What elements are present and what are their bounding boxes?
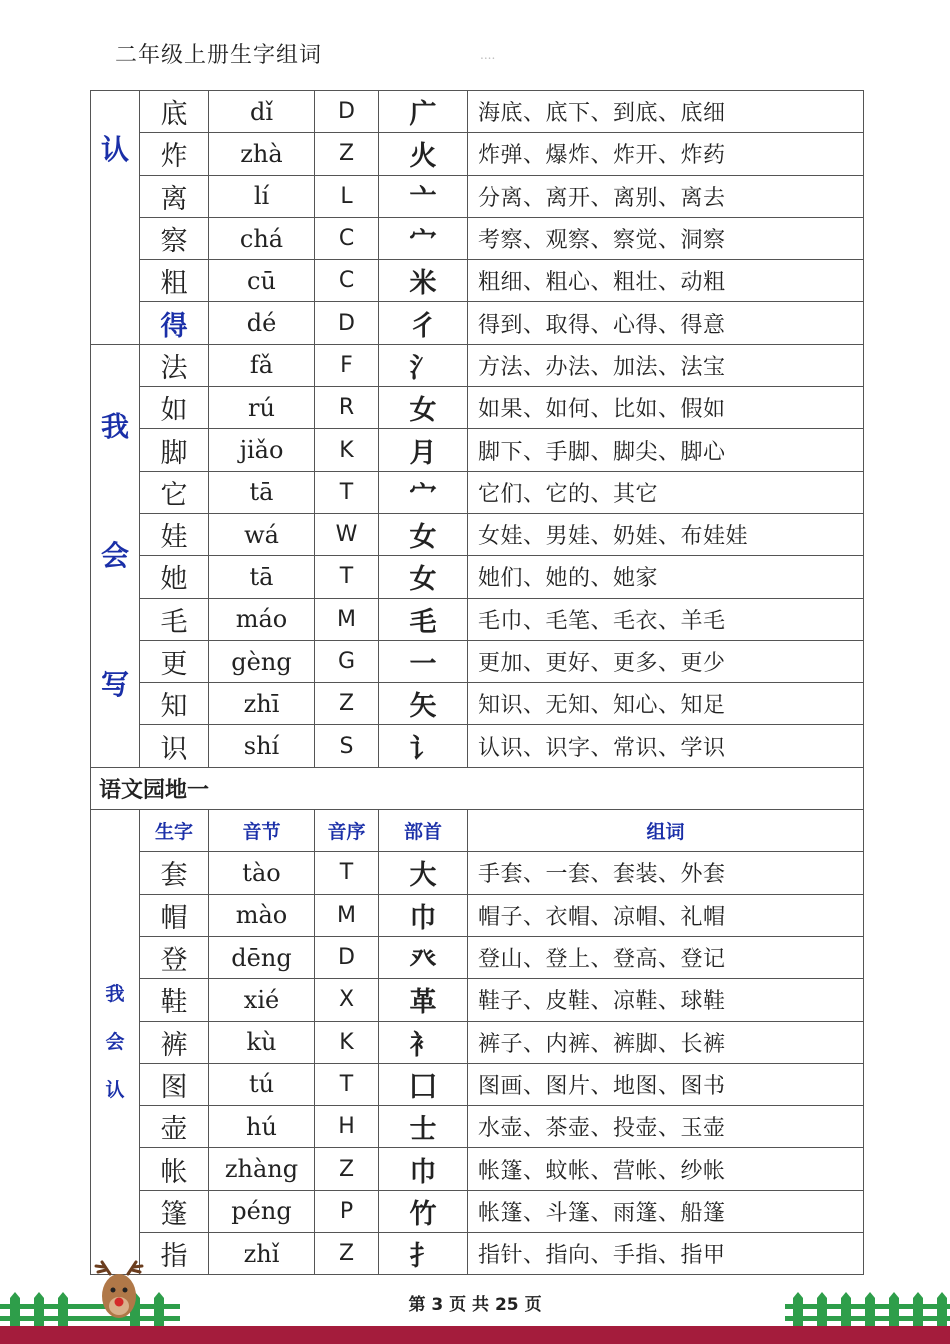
- character-cell: 得: [140, 302, 209, 344]
- initial-letter-cell: Z: [315, 133, 379, 175]
- table-row: [91, 429, 864, 471]
- table-row: [91, 1021, 864, 1063]
- table-row: [91, 302, 864, 344]
- radical-cell: 革: [379, 979, 468, 1021]
- radical-cell: 衤: [379, 1021, 468, 1063]
- words-cell: 鞋子、皮鞋、凉鞋、球鞋: [468, 979, 864, 1021]
- table-row: [91, 640, 864, 682]
- pinyin-cell: hú: [209, 1106, 315, 1148]
- character-cell: 更: [140, 640, 209, 682]
- radical-cell: 癶: [379, 936, 468, 978]
- words-cell: 方法、办法、加法、法宝: [468, 344, 864, 386]
- initial-letter-cell: K: [315, 429, 379, 471]
- initial-letter-cell: D: [315, 936, 379, 978]
- pinyin-cell: rú: [209, 387, 315, 429]
- initial-letter-cell: D: [315, 91, 379, 133]
- words-cell: 海底、底下、到底、底细: [468, 91, 864, 133]
- table-row: [91, 556, 864, 598]
- title-dots: ....: [480, 48, 496, 62]
- section-heading: 语文园地一: [91, 767, 864, 809]
- section-label-char: 认: [105, 1078, 125, 1101]
- character-cell: 壶: [140, 1106, 209, 1148]
- character-cell: 登: [140, 936, 209, 978]
- radical-cell: 亠: [379, 175, 468, 217]
- pinyin-cell: shí: [209, 725, 315, 767]
- table-row: [91, 725, 864, 767]
- words-cell: 水壶、茶壶、投壶、玉壶: [468, 1106, 864, 1148]
- pinyin-cell: dé: [209, 302, 315, 344]
- radical-cell: 宀: [379, 217, 468, 259]
- character-cell: 脚: [140, 429, 209, 471]
- words-cell: 帐篷、斗篷、雨篷、船篷: [468, 1190, 864, 1232]
- initial-letter-cell: H: [315, 1106, 379, 1148]
- initial-letter-cell: R: [315, 387, 379, 429]
- initial-letter-cell: M: [315, 598, 379, 640]
- words-cell: 认识、识字、常识、学识: [468, 725, 864, 767]
- character-cell: 图: [140, 1063, 209, 1105]
- bottom-band: [0, 1326, 950, 1344]
- radical-cell: 囗: [379, 1063, 468, 1105]
- pinyin-cell: máo: [209, 598, 315, 640]
- initial-letter-cell: X: [315, 979, 379, 1021]
- words-cell: 手套、一套、套装、外套: [468, 852, 864, 894]
- section-label-char: 认: [100, 133, 129, 166]
- table-row: [91, 1148, 864, 1190]
- table-row: [91, 133, 864, 175]
- initial-letter-cell: C: [315, 260, 379, 302]
- table-row: [91, 894, 864, 936]
- character-cell: 裤: [140, 1021, 209, 1063]
- radical-cell: 女: [379, 513, 468, 555]
- radical-cell: 巾: [379, 1148, 468, 1190]
- initial-letter-cell: D: [315, 302, 379, 344]
- table-row: [91, 217, 864, 259]
- table-row: [91, 683, 864, 725]
- character-cell: 套: [140, 852, 209, 894]
- words-cell: 粗细、粗心、粗壮、动粗: [468, 260, 864, 302]
- pinyin-cell: wá: [209, 513, 315, 555]
- table-row: [91, 936, 864, 978]
- character-cell: 粗: [140, 260, 209, 302]
- radical-cell: 大: [379, 852, 468, 894]
- table-row: [91, 513, 864, 555]
- character-cell: 鞋: [140, 979, 209, 1021]
- words-cell: 帽子、衣帽、凉帽、礼帽: [468, 894, 864, 936]
- section-label-char: 我: [100, 410, 129, 444]
- character-cell: 毛: [140, 598, 209, 640]
- radical-cell: 矢: [379, 683, 468, 725]
- section-heading-row: [91, 767, 864, 809]
- section-label-char: 会: [100, 538, 129, 572]
- radical-cell: 月: [379, 429, 468, 471]
- initial-letter-cell: C: [315, 217, 379, 259]
- pinyin-cell: mào: [209, 894, 315, 936]
- pinyin-cell: chá: [209, 217, 315, 259]
- radical-cell: 氵: [379, 344, 468, 386]
- words-cell: 图画、图片、地图、图书: [468, 1063, 864, 1105]
- character-cell: 离: [140, 175, 209, 217]
- pinyin-cell: tā: [209, 471, 315, 513]
- table-row: [91, 387, 864, 429]
- words-cell: 知识、无知、知心、知足: [468, 683, 864, 725]
- pinyin-cell: zhī: [209, 683, 315, 725]
- page-title: 二年级上册生字组词: [115, 43, 323, 68]
- header-words: 组词: [468, 810, 864, 852]
- initial-letter-cell: G: [315, 640, 379, 682]
- section-label-wo-hui-xie: [91, 344, 140, 767]
- initial-letter-cell: M: [315, 894, 379, 936]
- table-row: [91, 471, 864, 513]
- character-cell: 法: [140, 344, 209, 386]
- initial-letter-cell: W: [315, 513, 379, 555]
- words-cell: 它们、它的、其它: [468, 471, 864, 513]
- words-cell: 分离、离开、离别、离去: [468, 175, 864, 217]
- vocab-table: [90, 90, 864, 1275]
- character-cell: 帐: [140, 1148, 209, 1190]
- character-cell: 帽: [140, 894, 209, 936]
- section-label-wo-hui-ren: [91, 810, 140, 1275]
- words-cell: 炸弹、爆炸、炸开、炸药: [468, 133, 864, 175]
- table-row: [91, 598, 864, 640]
- character-cell: 识: [140, 725, 209, 767]
- pinyin-cell: lí: [209, 175, 315, 217]
- character-cell: 娃: [140, 513, 209, 555]
- words-cell: 登山、登上、登高、登记: [468, 936, 864, 978]
- page-footer: 第 3 页 共 25 页: [408, 1295, 542, 1315]
- character-cell: 察: [140, 217, 209, 259]
- section-label-char: 我: [105, 982, 125, 1005]
- radical-cell: 竹: [379, 1190, 468, 1232]
- character-cell: 知: [140, 683, 209, 725]
- radical-cell: 扌: [379, 1233, 468, 1275]
- column-header-row: [91, 810, 864, 852]
- pinyin-cell: tào: [209, 852, 315, 894]
- table-row: [91, 1190, 864, 1232]
- section-label-char: 写: [100, 667, 129, 701]
- pinyin-cell: dǐ: [209, 91, 315, 133]
- pinyin-cell: péng: [209, 1190, 315, 1232]
- table-row: [91, 175, 864, 217]
- pinyin-cell: tú: [209, 1063, 315, 1105]
- initial-letter-cell: Z: [315, 1233, 379, 1275]
- initial-letter-cell: Z: [315, 1148, 379, 1190]
- header-radical: 部首: [379, 810, 468, 852]
- radical-cell: 女: [379, 556, 468, 598]
- words-cell: 如果、如何、比如、假如: [468, 387, 864, 429]
- radical-cell: 巾: [379, 894, 468, 936]
- words-cell: 她们、她的、她家: [468, 556, 864, 598]
- words-cell: 脚下、手脚、脚尖、脚心: [468, 429, 864, 471]
- section-label-char: 会: [105, 1030, 125, 1053]
- table-row: [91, 1063, 864, 1105]
- initial-letter-cell: T: [315, 852, 379, 894]
- words-cell: 得到、取得、心得、得意: [468, 302, 864, 344]
- words-cell: 帐篷、蚊帐、营帐、纱帐: [468, 1148, 864, 1190]
- radical-cell: 火: [379, 133, 468, 175]
- table-row: [91, 1106, 864, 1148]
- words-cell: 更加、更好、更多、更少: [468, 640, 864, 682]
- words-cell: 毛巾、毛笔、毛衣、羊毛: [468, 598, 864, 640]
- radical-cell: 士: [379, 1106, 468, 1148]
- initial-letter-cell: Z: [315, 683, 379, 725]
- initial-letter-cell: P: [315, 1190, 379, 1232]
- character-cell: 炸: [140, 133, 209, 175]
- radical-cell: 彳: [379, 302, 468, 344]
- table-row: [91, 979, 864, 1021]
- table-row: [91, 260, 864, 302]
- initial-letter-cell: L: [315, 175, 379, 217]
- pinyin-cell: zhà: [209, 133, 315, 175]
- pinyin-cell: tā: [209, 556, 315, 598]
- character-cell: 篷: [140, 1190, 209, 1232]
- pinyin-cell: cū: [209, 260, 315, 302]
- table-row: [91, 91, 864, 133]
- words-cell: 裤子、内裤、裤脚、长裤: [468, 1021, 864, 1063]
- pinyin-cell: gèng: [209, 640, 315, 682]
- character-cell: 她: [140, 556, 209, 598]
- initial-letter-cell: T: [315, 471, 379, 513]
- words-cell: 女娃、男娃、奶娃、布娃娃: [468, 513, 864, 555]
- pinyin-cell: zhǐ: [209, 1233, 315, 1275]
- words-cell: 指针、指向、手指、指甲: [468, 1233, 864, 1275]
- radical-cell: 一: [379, 640, 468, 682]
- header-pinyin: 音节: [209, 810, 315, 852]
- character-cell: 底: [140, 91, 209, 133]
- character-cell: 指: [140, 1233, 209, 1275]
- radical-cell: 宀: [379, 471, 468, 513]
- character-cell: 如: [140, 387, 209, 429]
- section-label-ren: [91, 91, 140, 345]
- pinyin-cell: jiǎo: [209, 429, 315, 471]
- pinyin-cell: dēng: [209, 936, 315, 978]
- initial-letter-cell: F: [315, 344, 379, 386]
- radical-cell: 女: [379, 387, 468, 429]
- pinyin-cell: xié: [209, 979, 315, 1021]
- initial-letter-cell: T: [315, 1063, 379, 1105]
- radical-cell: 广: [379, 91, 468, 133]
- table-row: [91, 344, 864, 386]
- pinyin-cell: fǎ: [209, 344, 315, 386]
- radical-cell: 米: [379, 260, 468, 302]
- initial-letter-cell: K: [315, 1021, 379, 1063]
- pinyin-cell: zhàng: [209, 1148, 315, 1190]
- radical-cell: 讠: [379, 725, 468, 767]
- initial-letter-cell: S: [315, 725, 379, 767]
- initial-letter-cell: T: [315, 556, 379, 598]
- radical-cell: 毛: [379, 598, 468, 640]
- table-row: [91, 1233, 864, 1275]
- table-row: [91, 852, 864, 894]
- pinyin-cell: kù: [209, 1021, 315, 1063]
- words-cell: 考察、观察、察觉、洞察: [468, 217, 864, 259]
- header-letter: 音序: [315, 810, 379, 852]
- character-cell: 它: [140, 471, 209, 513]
- header-char: 生字: [140, 810, 209, 852]
